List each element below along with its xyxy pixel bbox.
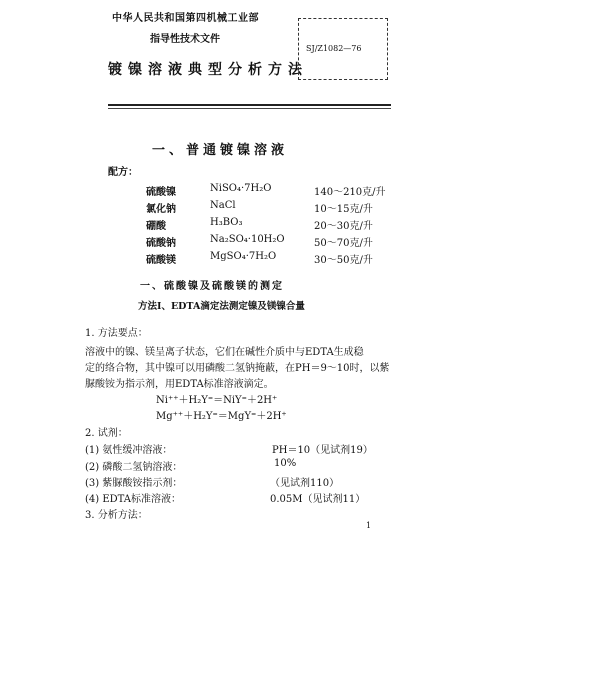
reagent-value: PH＝10（见试剂19） — [272, 445, 373, 456]
component-chem: NaCl — [210, 200, 236, 211]
ministry-name: 中华人民共和国第四机械工业部 — [112, 13, 259, 24]
page-number: 1 — [366, 521, 372, 530]
reagent-label: (3) 紫脲酸铵指示剂： — [85, 478, 183, 489]
reagent-value: （见试剂110） — [270, 478, 340, 489]
formula-label: 配方： — [108, 167, 138, 178]
reagent-value: 0.05M（见试剂11） — [270, 494, 366, 505]
component-chem: MgSO₄·7H₂O — [210, 251, 277, 262]
component-name: 硫酸镍 — [146, 187, 176, 198]
step-heading: 2. 试剂： — [85, 428, 128, 439]
reagent-label: (4) EDTA标准溶液： — [85, 494, 182, 505]
paragraph-line: 定的络合物，其中镍可以用磷酸二氢钠掩蔽，在PH＝9～10时，以紫 — [85, 363, 390, 374]
header-rule-thick — [108, 104, 391, 106]
component-name: 硼酸 — [146, 221, 166, 232]
equation: Mg⁺⁺＋H₂Y⁼＝MgY⁼＋2H⁺ — [156, 411, 287, 422]
step-heading: 1. 方法要点： — [85, 328, 148, 339]
subsection-title: 一、硫酸镍及硫酸镁的测定 — [140, 281, 284, 292]
standard-number: SJ/Z1082—76 — [306, 44, 362, 53]
component-chem: H₃BO₃ — [210, 217, 243, 228]
component-name: 硫酸钠 — [146, 238, 176, 249]
component-amount: 10～15克/升 — [314, 204, 373, 215]
reagent-label: (1) 氨性缓冲溶液： — [85, 445, 173, 456]
document-title: 镀镍溶液典型分析方法 — [108, 62, 308, 78]
component-amount: 20～30克/升 — [314, 221, 373, 232]
step-heading: 3. 分析方法： — [85, 510, 148, 521]
document-type: 指导性技术文件 — [150, 34, 220, 45]
header-rule-thin — [108, 108, 391, 109]
reagent-value: 10% — [274, 458, 297, 469]
paragraph-line: 脲酸铵为指示剂，用EDTA标准溶液滴定。 — [85, 379, 274, 390]
section-title: 一、普通镀镍溶液 — [152, 143, 289, 158]
component-amount: 30～50克/升 — [314, 255, 373, 266]
component-chem: NiSO₄·7H₂O — [210, 183, 272, 194]
reagent-label: (2) 磷酸二氢钠溶液： — [85, 462, 183, 473]
component-amount: 50～70克/升 — [314, 238, 373, 249]
component-name: 硫酸镁 — [146, 255, 176, 266]
equation: Ni⁺⁺＋H₂Y⁼＝NiY⁼＋2H⁺ — [156, 395, 278, 406]
component-chem: Na₂SO₄·10H₂O — [210, 234, 285, 245]
method-title: 方法Ⅰ、EDTA滴定法测定镍及镁镍合量 — [138, 301, 305, 312]
component-amount: 140～210克/升 — [314, 187, 386, 198]
paragraph-line: 溶液中的镍、镁呈离子状态，它们在碱性介质中与EDTA生成稳 — [85, 347, 364, 358]
component-name: 氯化钠 — [146, 204, 176, 215]
